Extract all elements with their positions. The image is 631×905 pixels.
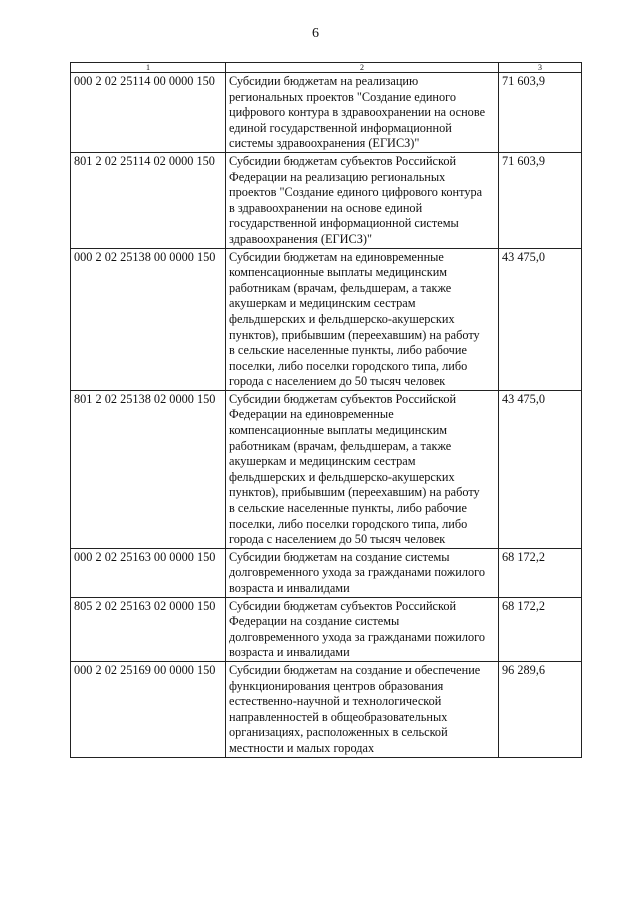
budget-code-cell: 000 2 02 25114 00 0000 150: [71, 73, 226, 153]
budget-code-cell: 000 2 02 25138 00 0000 150: [71, 248, 226, 390]
amount-cell: 68 172,2: [499, 597, 582, 661]
description-cell: [226, 152, 499, 248]
description-line: естественно-научной и технологической: [229, 694, 442, 709]
budget-code-cell: 000 2 02 25163 00 0000 150: [71, 548, 226, 597]
budget-code-cell: 801 2 02 25138 02 0000 150: [71, 390, 226, 548]
table-row: [71, 73, 582, 153]
description-line: в здравоохранении на основе единой: [229, 200, 423, 215]
budget-code-cell: 000 2 02 25169 00 0000 150: [71, 661, 226, 757]
description-cell: [226, 597, 499, 661]
description-cell: [226, 73, 499, 153]
description-line: в сельские населенные пункты, либо рабочие: [229, 343, 467, 358]
table-row: [71, 248, 582, 390]
description-line: Федерации на единовременные: [229, 407, 394, 422]
description-line: Субсидии бюджетам на реализацию: [229, 74, 419, 88]
description-line: Субсидии бюджетам субъектов Российской: [229, 153, 457, 168]
description-line: компенсационные выплаты медицинским: [229, 423, 448, 438]
description-line: Субсидии бюджетам субъектов Российской: [229, 598, 457, 613]
description-line: фельдшерских и фельдшерско-акушерских: [229, 469, 455, 484]
description-line: Субсидии бюджетам на создание системы: [229, 549, 450, 564]
description-line: города с населением до 50 тысяч человек: [229, 532, 446, 547]
description-line: здравоохранения (ЕГИСЗ)": [229, 231, 372, 246]
description-line: акушеркам и медицинским сестрам: [229, 454, 416, 469]
table-row: [71, 548, 582, 597]
column-header-3: 3: [499, 63, 582, 73]
description-line: местности и малых городах: [229, 740, 375, 755]
description-line: Субсидии бюджетам на создание и обеспечение: [229, 662, 481, 677]
description-line: города с населением до 50 тысяч человек: [229, 374, 446, 389]
amount-cell: 71 603,9: [499, 73, 582, 153]
budget-code-cell: 805 2 02 25163 02 0000 150: [71, 597, 226, 661]
description-cell: [226, 661, 499, 757]
description-line: работникам (врачам, фельдшерам, а также: [229, 438, 452, 453]
description-line: фельдшерских и фельдшерско-акушерских: [229, 311, 455, 326]
amount-cell: 43 475,0: [499, 390, 582, 548]
page-number: 6: [312, 26, 319, 41]
description-cell: [226, 390, 499, 548]
description-line: компенсационные выплаты медицинским: [229, 265, 448, 280]
description-line: Субсидии бюджетам субъектов Российской: [229, 391, 457, 406]
table-row: [71, 390, 582, 548]
amount-cell: 43 475,0: [499, 248, 582, 390]
description-line: организациях, расположенных в сельской: [229, 725, 448, 740]
description-line: возраста и инвалидами: [229, 645, 350, 660]
table-row: [71, 152, 582, 248]
budget-table: [70, 62, 582, 758]
description-line: государственной информационной системы: [229, 216, 459, 231]
description-line: поселки, либо поселки городского типа, либо: [229, 516, 468, 531]
description-line: в сельские населенные пункты, либо рабочие: [229, 501, 467, 516]
description-cell: [226, 548, 499, 597]
description-line: возраста и инвалидами: [229, 581, 350, 595]
budget-code-cell: 801 2 02 25114 02 0000 150: [71, 152, 226, 248]
description-line: работникам (врачам, фельдшерам, а также: [229, 280, 452, 295]
table-row: [71, 661, 582, 757]
description-line: цифрового контура в здравоохранении на основе: [229, 105, 486, 120]
description-line: поселки, либо поселки городского типа, либо: [229, 358, 468, 373]
description-line: функционирования центров образования: [229, 678, 444, 693]
description-line: проектов "Создание единого цифрового контура: [229, 185, 483, 200]
column-header-2: 2: [226, 63, 499, 73]
description-line: Субсидии бюджетам на единовременные: [229, 249, 444, 264]
description-line: единой государственной информационной: [229, 120, 452, 135]
description-line: пунктов), прибывшим (переехавшим) на работу: [229, 485, 480, 500]
column-header-1: 1: [71, 63, 226, 73]
table-header-row: [71, 63, 582, 73]
description-line: региональных проектов "Создание единого: [229, 89, 457, 104]
table-row: [71, 597, 582, 661]
description-line: долговременного ухода за гражданами пожилого: [229, 565, 485, 580]
description-cell: [226, 248, 499, 390]
amount-cell: 68 172,2: [499, 548, 582, 597]
amount-cell: 96 289,6: [499, 661, 582, 757]
description-line: акушеркам и медицинским сестрам: [229, 296, 416, 311]
description-line: Федерации на реализацию региональных: [229, 169, 446, 184]
description-line: системы здравоохранения (ЕГИСЗ)": [229, 136, 420, 151]
amount-cell: 71 603,9: [499, 152, 582, 248]
description-line: Федерации на создание системы: [229, 614, 400, 629]
description-line: долговременного ухода за гражданами пожилого: [229, 629, 485, 644]
description-line: направленностей в общеобразовательных: [229, 709, 448, 724]
description-line: пунктов), прибывшим (переехавшим) на работу: [229, 327, 480, 342]
